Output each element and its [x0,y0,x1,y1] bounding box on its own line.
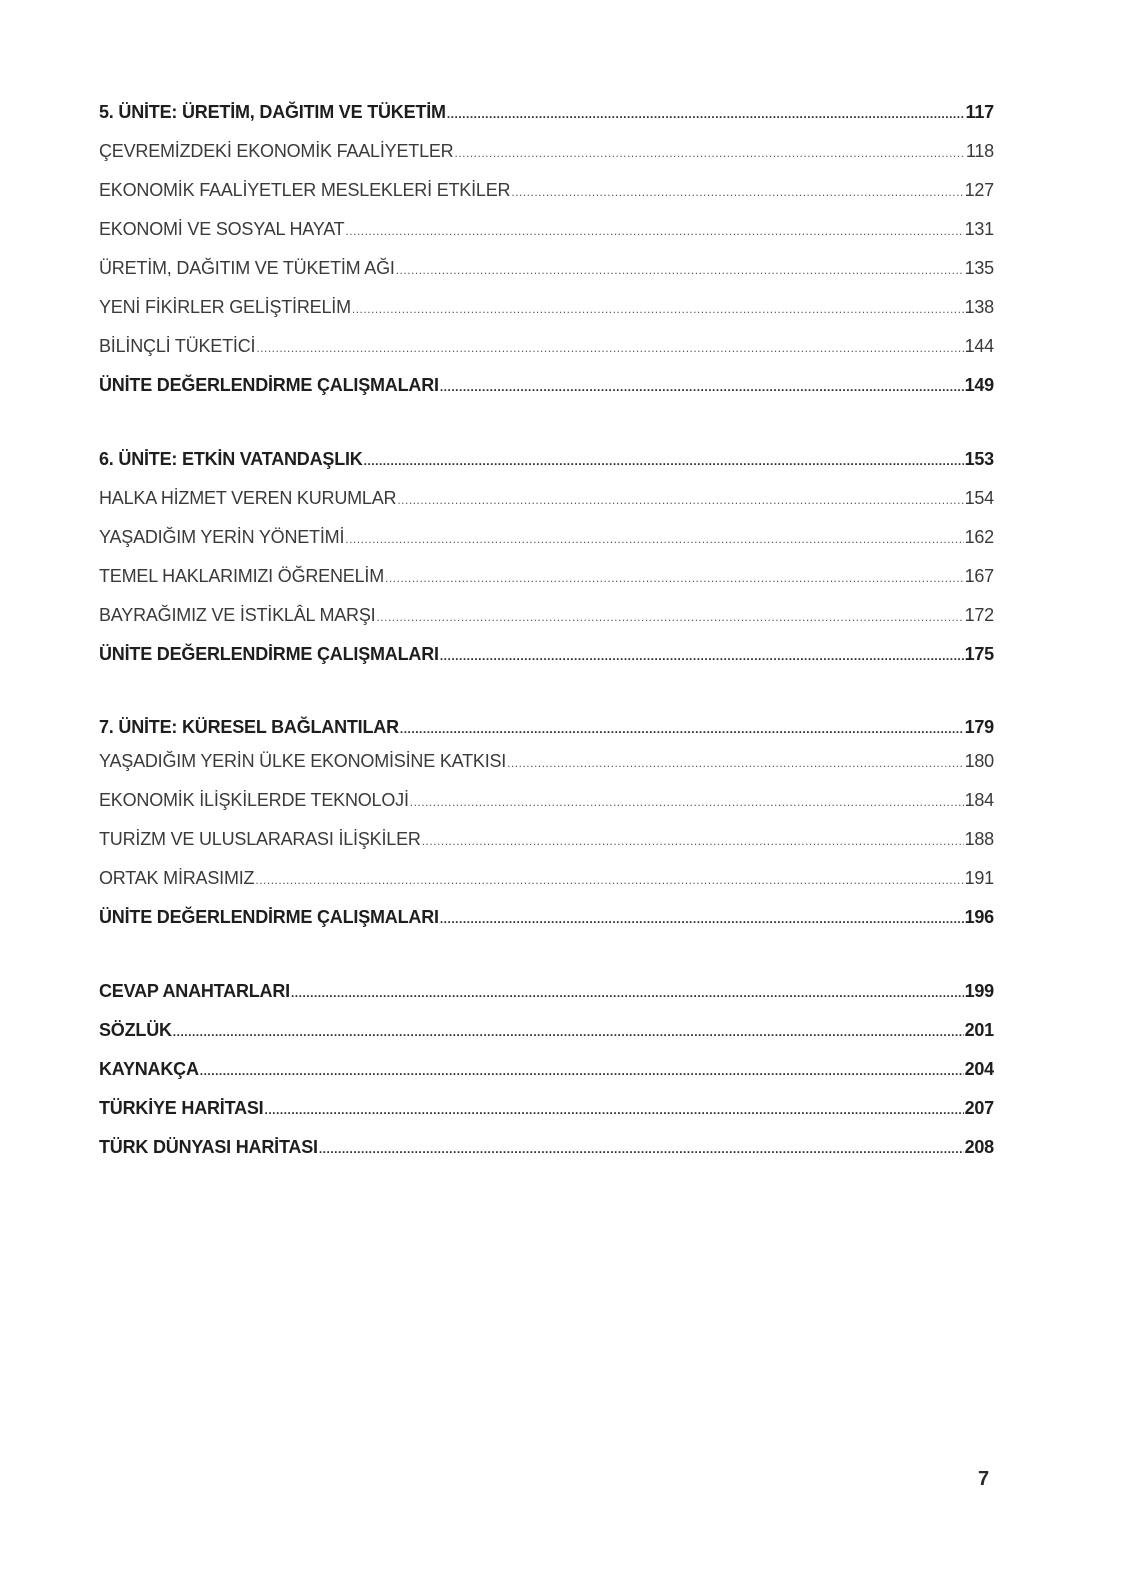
toc-label: YENİ FİKİRLER GELİŞTİRELİM [99,297,351,317]
toc-appendix-item[interactable] [99,1135,994,1159]
toc-page: 180 [964,751,994,771]
toc-item[interactable] [99,827,994,851]
toc-item[interactable] [99,749,994,773]
toc-label: TÜRKİYE HARİTASI [99,1098,264,1118]
toc-page: 204 [964,1059,994,1079]
toc-page: 175 [964,644,994,664]
toc-label: ÜNİTE DEĞERLENDİRME ÇALIŞMALARI [99,644,439,664]
toc-item[interactable] [99,603,994,627]
leader-dots [511,180,963,204]
leader-dots [400,717,964,741]
toc-page: 117 [965,102,994,122]
leader-dots [454,141,964,165]
leader-dots [200,1059,964,1083]
toc-label: CEVAP ANAHTARLARI [99,981,290,1001]
toc-page: 154 [964,488,994,508]
leader-dots [376,605,963,629]
toc-appendix-item[interactable] [99,979,994,1003]
toc-unit-heading[interactable] [99,447,994,471]
leader-dots [396,258,964,282]
toc-page: 144 [964,336,994,356]
toc-review[interactable] [99,905,994,929]
toc-label: EKONOMİK FAALİYETLER MESLEKLERİ ETKİLER [99,180,511,200]
toc-item[interactable] [99,788,994,812]
toc-page: 153 [964,449,994,469]
leader-dots [447,102,965,126]
toc-item[interactable] [99,525,994,549]
toc-label: BİLİNÇLİ TÜKETİCİ [99,336,256,356]
toc-page: 167 [964,566,994,586]
leader-dots [255,868,963,892]
toc-label: 7. ÜNİTE: KÜRESEL BAĞLANTILAR [99,717,399,737]
leader-dots [173,1020,964,1044]
toc-label: SÖZLÜK [99,1020,172,1040]
leader-dots [291,981,964,1005]
toc-label: YAŞADIĞIM YERİN YÖNETİMİ [99,527,345,547]
leader-dots [345,527,963,551]
toc-item[interactable] [99,486,994,510]
leader-dots [507,751,963,775]
toc-label: 5. ÜNİTE: ÜRETİM, DAĞITIM VE TÜKETİM [99,102,446,122]
toc-page: 208 [964,1137,994,1157]
toc-item[interactable] [99,334,994,358]
toc-label: TURİZM VE ULUSLARARASI İLİŞKİLER [99,829,421,849]
toc-page: 135 [964,258,994,278]
toc-item[interactable] [99,295,994,319]
toc-label: TÜRK DÜNYASI HARİTASI [99,1137,318,1157]
toc-label: 6. ÜNİTE: ETKİN VATANDAŞLIK [99,449,363,469]
leader-dots [397,488,963,512]
leader-dots [264,1098,963,1122]
toc-label: YAŞADIĞIM YERİN ÜLKE EKONOMİSİNE KATKISI [99,751,507,771]
toc-appendix-item[interactable] [99,1057,994,1081]
toc-page: 118 [965,141,994,161]
toc-item[interactable] [99,217,994,241]
toc-review[interactable] [99,373,994,397]
leader-dots [256,336,963,360]
toc-item[interactable] [99,178,994,202]
toc-unit-heading[interactable] [99,715,994,739]
toc-label: ÇEVREMİZDEKİ EKONOMİK FAALİYETLER [99,141,454,161]
leader-dots [440,644,964,668]
leader-dots [364,449,964,473]
toc-page: 207 [964,1098,994,1118]
toc-page: 131 [964,219,994,239]
toc-item[interactable] [99,866,994,890]
toc-page: 184 [964,790,994,810]
toc-page: 191 [964,868,994,888]
toc-page: 138 [964,297,994,317]
toc-label: KAYNAKÇA [99,1059,199,1079]
toc-page: 179 [964,717,994,737]
toc-label: HALKA HİZMET VEREN KURUMLAR [99,488,397,508]
leader-dots [352,297,964,321]
leader-dots [345,219,963,243]
toc-label: ÜNİTE DEĞERLENDİRME ÇALIŞMALARI [99,375,439,395]
toc-page: 199 [964,981,994,1001]
leader-dots [385,566,964,590]
toc-appendix-item[interactable] [99,1096,994,1120]
toc-label: EKONOMİK İLİŞKİLERDE TEKNOLOJİ [99,790,409,810]
toc-page: 127 [964,180,994,200]
leader-dots [319,1137,964,1161]
toc-page: 149 [964,375,994,395]
toc-page: 188 [964,829,994,849]
toc-label: ORTAK MİRASIMIZ [99,868,255,888]
toc-label: BAYRAĞIMIZ VE İSTİKLÂL MARŞI [99,605,376,625]
toc-page: 172 [964,605,994,625]
leader-dots [440,375,964,399]
toc-page: 196 [964,907,994,927]
toc-item[interactable] [99,256,994,280]
toc-label: ÜNİTE DEĞERLENDİRME ÇALIŞMALARI [99,907,439,927]
toc-item[interactable] [99,564,994,588]
leader-dots [422,829,964,853]
toc-review[interactable] [99,642,994,666]
toc-unit-heading[interactable] [99,100,994,124]
toc-appendix-item[interactable] [99,1018,994,1042]
toc-page: 162 [964,527,994,547]
page-number: 7 [978,1468,990,1490]
leader-dots [440,907,964,931]
toc-label: EKONOMİ VE SOSYAL HAYAT [99,219,345,239]
toc-label: ÜRETİM, DAĞITIM VE TÜKETİM AĞI [99,258,395,278]
toc-item[interactable] [99,139,994,163]
toc-page: 201 [964,1020,994,1040]
toc-label: TEMEL HAKLARIMIZI ÖĞRENELİM [99,566,384,586]
leader-dots [410,790,964,814]
